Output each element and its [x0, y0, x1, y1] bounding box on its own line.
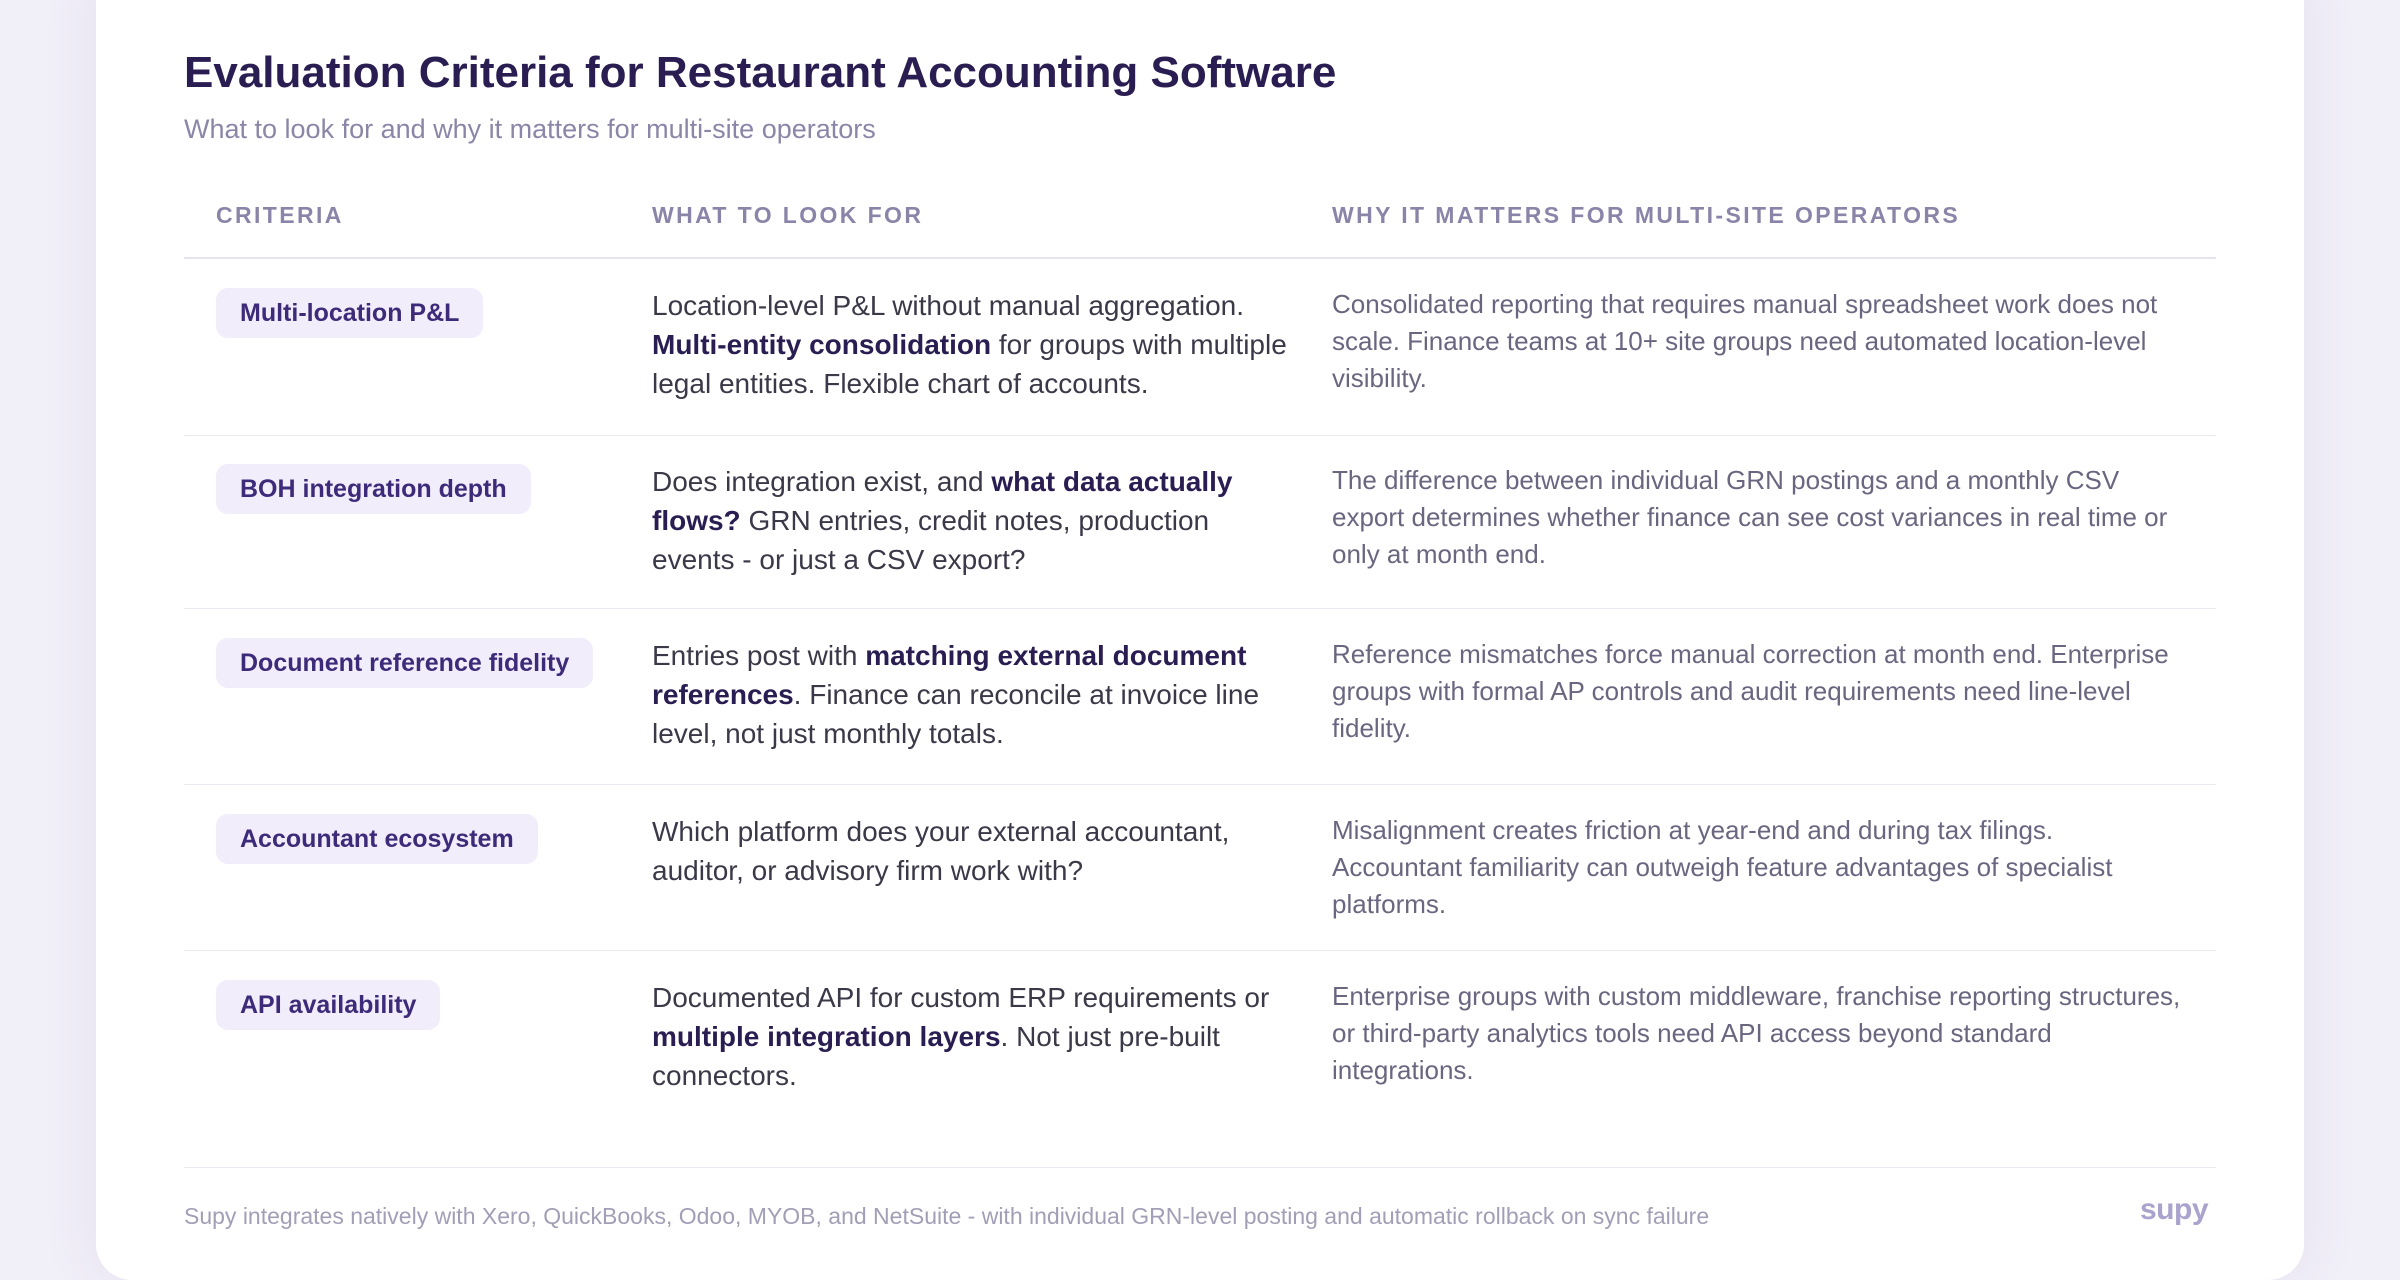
- what-to-look-for-text: [652, 636, 1292, 753]
- body-text: Entries post with: [652, 640, 866, 671]
- criteria-badge: BOH integration depth: [216, 464, 531, 514]
- criteria-badge: Multi-location P&L: [216, 288, 483, 338]
- page-subtitle: What to look for and why it matters for multi-site operators: [184, 114, 876, 144]
- row-divider: [184, 950, 2216, 951]
- emphasis-text: what data actually flows?: [652, 466, 1233, 536]
- what-to-look-for-text: [652, 286, 1292, 403]
- why-it-matters-text: Misalignment creates friction at year-end and during tax filings. Accountant familiarity can outweigh feature advantages of specialist platforms.: [1332, 815, 2113, 919]
- supy-logo: supy: [2140, 1193, 2209, 1226]
- body-text: Documented API for custom ERP requirements or: [652, 982, 1270, 1013]
- row-divider: [184, 435, 2216, 436]
- what-to-look-for-text: [652, 812, 1292, 890]
- what-to-look-for-text: [652, 462, 1292, 579]
- body-text: Which platform does your external accountant, auditor, or advisory firm work with?: [652, 816, 1230, 886]
- column-header-what-to-look-for: WHAT TO LOOK FOR: [652, 202, 924, 228]
- emphasis-text: matching external document references: [652, 640, 1247, 710]
- why-it-matters-text: Enterprise groups with custom middleware, franchise reporting structures, or third-party analytics tools need API access beyond standard integrations.: [1332, 981, 2181, 1085]
- footer-divider: [184, 1167, 2216, 1168]
- why-it-matters-text: Reference mismatches force manual correction at month end. Enterprise groups with formal AP controls and audit requirements need line-level fidelity.: [1332, 639, 2169, 743]
- criteria-badge: API availability: [216, 980, 440, 1030]
- body-text: . Not just pre-built connectors.: [652, 1021, 1220, 1091]
- footer-note: Supy integrates natively with Xero, QuickBooks, Odoo, MYOB, and NetSuite - with individual GRN-level posting and automatic rollback on sync failure: [184, 1203, 1710, 1229]
- body-text: GRN entries, credit notes, production events - or just a CSV export?: [652, 505, 1210, 575]
- why-it-matters-text: Consolidated reporting that requires manual spreadsheet work does not scale. Finance teams at 10+ site groups need automated location-level visibility.: [1332, 289, 2158, 393]
- column-header-criteria: CRITERIA: [216, 202, 344, 228]
- what-to-look-for-text: [652, 978, 1292, 1095]
- criteria-badge: Accountant ecosystem: [216, 814, 538, 864]
- row-divider: [184, 608, 2216, 609]
- page-title: Evaluation Criteria for Restaurant Accounting Software: [184, 48, 1337, 97]
- why-it-matters-text: The difference between individual GRN postings and a monthly CSV export determines whether finance can see cost variances in real time or only at month end.: [1332, 465, 2168, 569]
- header-divider: [184, 257, 2216, 259]
- body-text: Location-level P&L without manual aggregation.: [652, 290, 1245, 321]
- emphasis-text: multiple integration layers: [652, 1021, 1001, 1052]
- row-divider: [184, 784, 2216, 785]
- criteria-badge: Document reference fidelity: [216, 638, 593, 688]
- body-text: for groups with multiple legal entities. Flexible chart of accounts.: [652, 329, 1287, 399]
- column-header-why-it-matters: WHY IT MATTERS FOR MULTI-SITE OPERATORS: [1332, 202, 1961, 228]
- body-text: . Finance can reconcile at invoice line level, not just monthly totals.: [652, 679, 1260, 749]
- emphasis-text: Multi-entity consolidation: [652, 329, 992, 360]
- body-text: Does integration exist, and: [652, 466, 992, 497]
